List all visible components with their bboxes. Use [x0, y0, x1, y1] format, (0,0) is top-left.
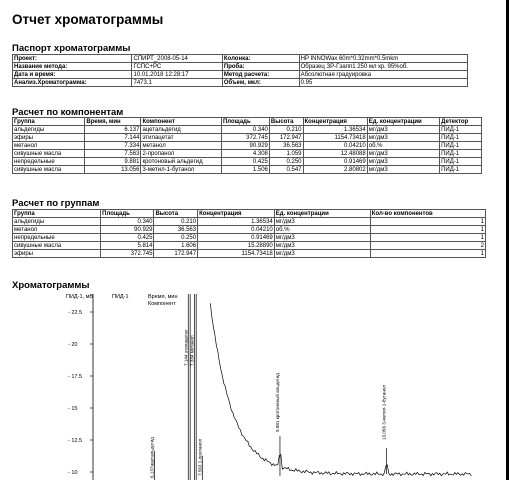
passport-label: Колонка: — [222, 55, 299, 63]
passport-row — [13, 55, 468, 63]
table-cell: 1154.73418 — [198, 250, 275, 258]
column-header: Площадь — [101, 210, 154, 218]
table-row — [13, 166, 482, 174]
table-cell: 1.506 — [221, 166, 269, 174]
table-cell: 0.210 — [269, 126, 303, 134]
column-header: Высота — [154, 210, 198, 218]
table-cell: 1.36534 — [303, 126, 367, 134]
column-header: Ед. концентрации — [367, 118, 439, 126]
column-header: Детектор — [440, 118, 482, 126]
peak-label: 7.563 2-пропанол — [197, 438, 203, 476]
table-cell: ПИД-1 — [440, 150, 482, 158]
table-row — [13, 234, 486, 242]
chromatogram-trace — [210, 303, 471, 476]
table-cell: альдегиды — [13, 126, 85, 134]
y-tick-label: - 20 — [68, 342, 78, 348]
passport-row — [13, 63, 468, 71]
passport-row — [13, 71, 468, 79]
table-cell: 0.91469 — [198, 234, 275, 242]
components-table — [12, 117, 482, 174]
table-row — [13, 226, 486, 234]
table-cell: 36.563 — [154, 226, 198, 234]
y-tick-label: - 15 — [68, 406, 78, 412]
table-cell: 7.334 — [85, 142, 141, 150]
table-cell: мг/дм3 — [367, 158, 439, 166]
column-header: Группа — [13, 118, 85, 126]
table-cell: 5.814 — [101, 242, 154, 250]
column-header: Время, мин — [85, 118, 141, 126]
table-cell: ПИД-1 — [440, 126, 482, 134]
table-cell: непредельные — [13, 158, 85, 166]
passport-value: 0.95 — [299, 79, 467, 87]
peak-label: 7.144 этилацетат — [183, 329, 189, 366]
table-cell: 1 — [370, 234, 485, 242]
table-cell: 0.04210 — [303, 142, 367, 150]
table-cell: этилацетат — [141, 134, 222, 142]
passport-row — [13, 79, 468, 87]
peak-labels — [150, 329, 387, 478]
table-cell: эфиры — [13, 134, 85, 142]
table-cell: об.% — [367, 142, 439, 150]
component-label: Компонент — [148, 301, 176, 307]
table-cell: 1.606 — [154, 242, 198, 250]
table-cell: ацетальдегид — [141, 126, 222, 134]
table-cell: ПИД-1 — [440, 166, 482, 174]
table-cell: ПИД-1 — [440, 134, 482, 142]
table-cell: мг/дм3 — [367, 126, 439, 134]
peak-label: 6.137ацетальдегид — [149, 437, 155, 478]
table-cell: 172.947 — [154, 250, 198, 258]
passport-label: Метод расчета: — [222, 71, 299, 79]
table-cell: сивушные масла — [13, 166, 85, 174]
table-cell: 6.137 — [85, 126, 141, 134]
passport-heading: Паспорт хроматограммы — [12, 43, 131, 54]
column-header: Высота — [269, 118, 303, 126]
table-cell: 1 — [370, 218, 485, 226]
y-tick-label: - 17.5 — [68, 374, 83, 380]
report-title: Отчет хроматограммы — [12, 12, 164, 27]
table-cell: 0.250 — [269, 158, 303, 166]
table-cell: 0.425 — [221, 158, 269, 166]
table-cell: метанол — [13, 142, 85, 150]
table-cell: 12.48088 — [303, 150, 367, 158]
column-header: Компонент — [141, 118, 222, 126]
table-cell: мг/дм3 — [367, 166, 439, 174]
components-heading: Расчет по компонентам — [12, 107, 124, 118]
table-row — [13, 250, 486, 258]
column-header: Кол-во компонентов — [370, 210, 485, 218]
passport-value: HP INNOWax 60m*0.32mm*0.5mkm — [299, 55, 467, 63]
table-cell: 0.340 — [221, 126, 269, 134]
column-header: Концентрация — [198, 210, 275, 218]
y-tick-label: - 10 — [68, 470, 78, 476]
table-cell: 372.745 — [101, 250, 154, 258]
table-cell: 0.04210 — [198, 226, 275, 234]
column-header: Концентрация — [303, 118, 367, 126]
table-cell: эфиры — [13, 250, 101, 258]
table-cell: 1.36534 — [198, 218, 275, 226]
table-cell: 1 — [370, 250, 485, 258]
table-row — [13, 150, 482, 158]
passport-label: Анализ.Хроматограмма: — [13, 79, 132, 87]
table-cell: 9.881 — [85, 158, 141, 166]
table-cell: мг/дм3 — [274, 250, 370, 258]
table-cell: кротоновый альдегид — [141, 158, 222, 166]
passport-label: Дата и время: — [13, 71, 132, 79]
table-cell: мг/дм3 — [367, 150, 439, 158]
table-cell: 90.929 — [221, 142, 269, 150]
table-cell: 7.563 — [85, 150, 141, 158]
table-cell: сивушные масла — [13, 242, 101, 250]
table-cell: 0.547 — [269, 166, 303, 174]
peak-label: 13.056 3-метил-1-бутанол — [381, 384, 387, 440]
table-cell: мг/дм3 — [274, 218, 370, 226]
table-cell: ПИД-1 — [440, 158, 482, 166]
passport-value: Образец ЗР-Гэапп1 250 мл кр. 95%об. — [299, 63, 467, 71]
table-cell: 36.563 — [269, 142, 303, 150]
table-cell: 0.210 — [154, 218, 198, 226]
table-cell: непредельные — [13, 234, 101, 242]
passport-value: 10.01.2018 12:28:17 — [132, 71, 222, 79]
table-cell: мг/дм3 — [274, 234, 370, 242]
y-tick-label: - 12.5 — [68, 438, 83, 444]
groups-table — [12, 209, 486, 258]
table-cell: метанол — [141, 142, 222, 150]
y-tick-label: - 22.5 — [68, 310, 83, 316]
column-header: Группа — [13, 210, 101, 218]
table-row — [13, 242, 486, 250]
passport-label: Проект: — [13, 55, 132, 63]
table-cell: 0.91469 — [303, 158, 367, 166]
passport-table — [12, 54, 468, 87]
table-cell: 15.28890 — [198, 242, 275, 250]
passport-label: Объем, мкл: — [222, 79, 299, 87]
table-cell: альдегиды — [13, 218, 101, 226]
table-row — [13, 218, 486, 226]
passport-value: СПИРТ_2008-05-14 — [132, 55, 222, 63]
table-cell: 90.929 — [101, 226, 154, 234]
passport-label: Проба: — [222, 63, 299, 71]
column-header: Площадь — [221, 118, 269, 126]
table-cell: мг/дм3 — [367, 134, 439, 142]
table-row — [13, 158, 482, 166]
time-label: Время, мин — [148, 294, 178, 300]
table-cell: 4.308 — [221, 150, 269, 158]
table-cell: 0.425 — [101, 234, 154, 242]
table-cell: 1.059 — [269, 150, 303, 158]
table-cell: 2.80802 — [303, 166, 367, 174]
table-cell: метанол — [13, 226, 101, 234]
groups-header-row — [13, 210, 486, 218]
table-cell: об.% — [274, 226, 370, 234]
column-header: Ед. концентрации — [274, 210, 370, 218]
table-row — [13, 142, 482, 150]
table-cell: 0.250 — [154, 234, 198, 242]
table-cell: 1 — [370, 226, 485, 234]
passport-value: Абсолютная градуировка — [299, 71, 467, 79]
table-cell: 13.056 — [85, 166, 141, 174]
y-ticks — [68, 310, 93, 476]
chromatograms-heading: Хроматограммы — [12, 280, 90, 291]
table-row — [13, 134, 482, 142]
peak-lines — [155, 294, 387, 480]
legend-label: ПИД-1 — [112, 294, 129, 300]
table-cell: 0.340 — [101, 218, 154, 226]
peak-label: 9.881 кротоновый альдегид — [274, 373, 280, 432]
chromatogram-plot — [60, 286, 500, 480]
table-cell: 2 — [370, 242, 485, 250]
detector-label: ПИД-1, мВ — [66, 294, 94, 300]
table-cell: 372.745 — [221, 134, 269, 142]
passport-value: ГСПС+РС — [132, 63, 222, 71]
peak-label: 7.334 метанол — [189, 335, 195, 366]
table-row — [13, 126, 482, 134]
passport-value: 7473.1 — [132, 79, 222, 87]
passport-label: Название метода: — [13, 63, 132, 71]
table-cell: ПИД-1 — [440, 142, 482, 150]
table-cell: 1154.73418 — [303, 134, 367, 142]
table-cell: мг/дм3 — [274, 242, 370, 250]
table-cell: 3-метил-1-бутанол — [141, 166, 222, 174]
components-header-row — [13, 118, 482, 126]
table-cell: 7.144 — [85, 134, 141, 142]
groups-heading: Расчет по группам — [12, 198, 100, 209]
table-cell: 2-пропанол — [141, 150, 222, 158]
table-cell: сивушные масла — [13, 150, 85, 158]
table-cell: 172.947 — [269, 134, 303, 142]
